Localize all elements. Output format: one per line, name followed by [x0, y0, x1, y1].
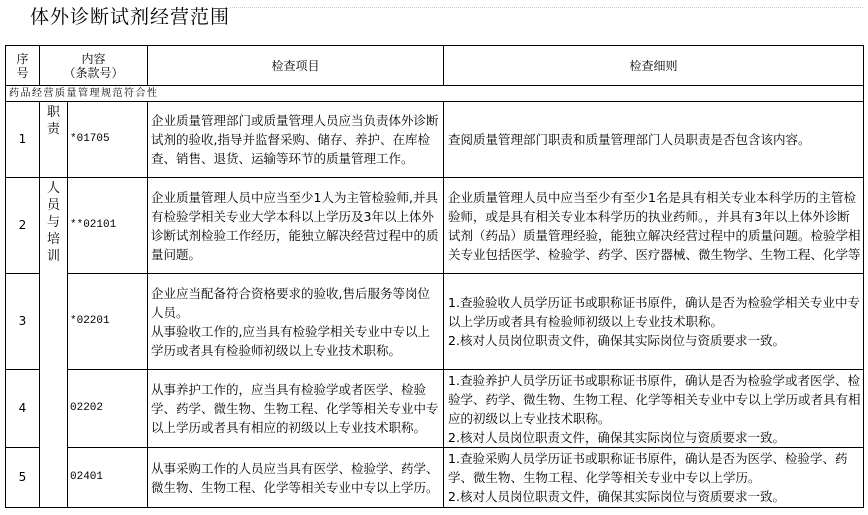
header-item: 检查项目	[148, 46, 444, 86]
inspection-table	[5, 45, 864, 508]
row-item: 企业质量管理部门或质量管理人员应当负责体外诊断试剂的验收,指导并监督采购、储存、养护、在库检查、销售、退货、运输等环节的质量管理工作。	[148, 102, 444, 178]
category-duty: 职责	[40, 102, 68, 178]
row-item: 从事养护工作的，应当具有检验学或者医学、检验学、药学、微生物、生物工程、化学等相关专业中专以上学历或者具有相应的初级以上专业技术职称。	[148, 370, 444, 448]
row-seq: 3	[6, 274, 40, 370]
section-row	[6, 86, 864, 102]
row-detail: 1.查验验收人员学历证书或职称证书原件，确认是否为检验学相关专业中专以上学历或者具有检验师初级以上专业技术职称。 2.核对人员岗位职责文件，确保其实际岗位与资质要求一致。	[444, 274, 864, 370]
header-seq: 序号	[6, 46, 40, 86]
section-label: 药品经营质量管理规范符合性	[6, 86, 864, 102]
page-title: 体外诊断试剂经营范围	[30, 6, 231, 28]
row-detail: 1.查验采购人员学历证书或职称证书原件，确认是否为医学、检验学、药学、微生物、生物工程、化学等相关专业中专以上学历。 2.核对人员岗位职责文件，确保其实际岗位与资质要求一致。	[444, 448, 864, 508]
row-code: *01705	[68, 102, 148, 178]
header-content: 内容 （条款号）	[40, 46, 148, 86]
row-item: 企业应当配备符合资格要求的验收,售后服务等岗位人员。 从事验收工作的,应当具有检验学相关专业中专以上学历或者具有检验师初级以上专业技术职称。	[148, 274, 444, 370]
header-detail: 检查细则	[444, 46, 864, 86]
row-code: *02201	[68, 274, 148, 370]
table-row	[6, 102, 864, 178]
row-detail: 1.查验养护人员学历证书或职称证书原件，确认是否为检验学或者医学、检验学、药学、微生物、生物工程、化学等相关专业中专以上学历或者具有相应的初级以上专业技术职称。 2.核对人员岗位职责文件，确保其实际岗位与资质要求一致。	[444, 370, 864, 448]
row-code: 02202	[68, 370, 148, 448]
row-seq: 1	[6, 102, 40, 178]
row-code: **02101	[68, 178, 148, 274]
row-detail: 查阅质量管理部门职责和质量管理部门人员职责是否包含该内容。	[444, 102, 864, 178]
row-item: 企业质量管理人员中应当至少1人为主管检验师,并具有检验学相关专业大学本科以上学历及3年以上体外诊断试剂检验工作经历，能独立解决经营过程中的质量问题。	[148, 178, 444, 274]
row-seq: 5	[6, 448, 40, 508]
category-staff: 人员与培训	[40, 178, 68, 508]
row-seq: 2	[6, 178, 40, 274]
table-row	[6, 178, 864, 274]
row-code: 02401	[68, 448, 148, 508]
table-row	[6, 274, 864, 370]
table-row	[6, 448, 864, 508]
row-seq: 4	[6, 370, 40, 448]
header-row	[6, 46, 864, 86]
row-item: 从事采购工作的人员应当具有医学、检验学、药学、微生物、生物工程、化学等相关专业中专以上学历。	[148, 448, 444, 508]
top-divider	[230, 7, 863, 8]
table-row	[6, 370, 864, 448]
row-detail: 企业质量管理人员中应当至少有至少1名是具有相关专业本科学历的主管检验师，或是具有相关专业本科学历的执业药师。，并具有3年以上体外诊断试剂（药品）质量管理经验，能独立解决经营过程中的质量问题。检验学相关专业包括医学、检验学、药学、医疗器械、微生物学、生物工程、化学等	[444, 178, 864, 274]
